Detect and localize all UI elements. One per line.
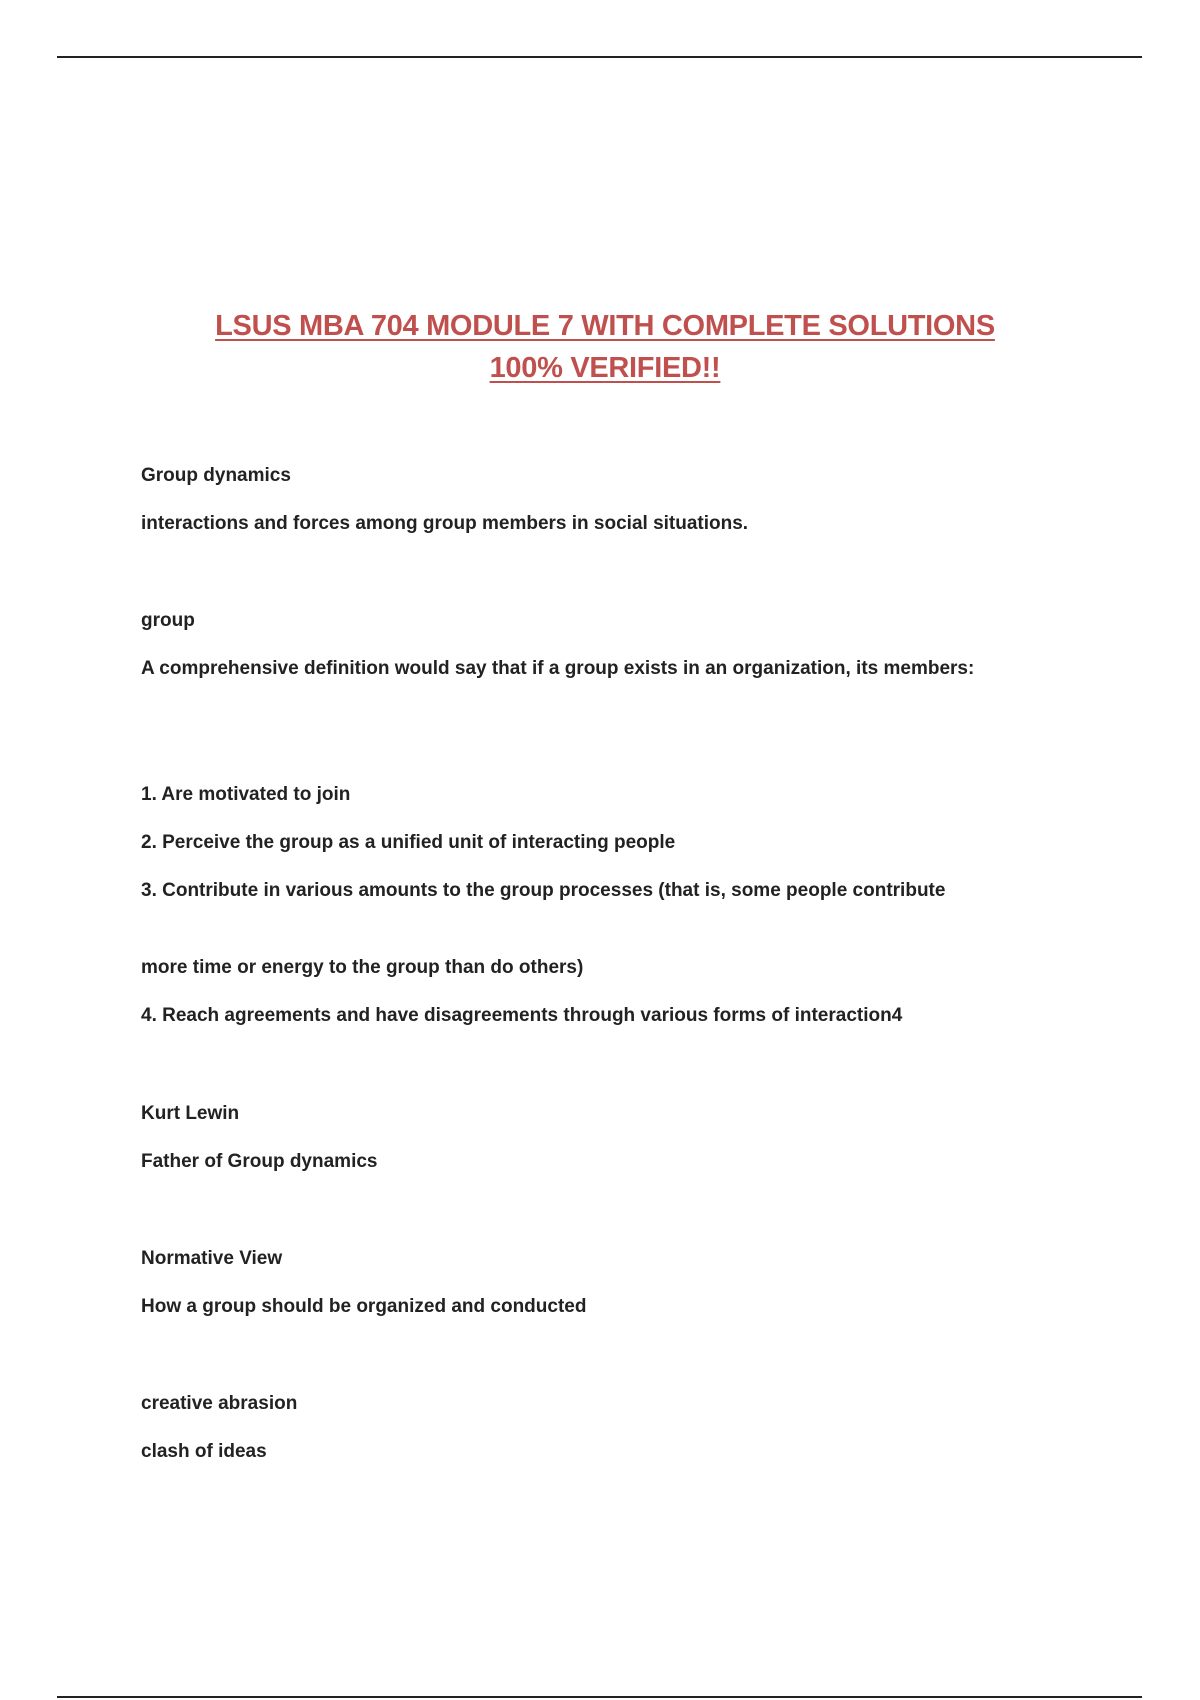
definition-creative-abrasion: clash of ideas	[141, 1441, 267, 1462]
definition-kurt-lewin: Father of Group dynamics	[141, 1151, 378, 1172]
term-group: group	[141, 610, 195, 631]
definition-group: A comprehensive definition would say that if a group exists in an organization, its members:	[141, 658, 975, 679]
term-creative-abrasion: creative abrasion	[141, 1393, 298, 1414]
term-normative-view: Normative View	[141, 1248, 283, 1269]
definition-normative-view: How a group should be organized and conducted	[141, 1296, 587, 1317]
title-line-1: LSUS MBA 704 MODULE 7 WITH COMPLETE SOLUTIONS	[215, 310, 995, 342]
list-item-1: 1. Are motivated to join	[141, 784, 351, 805]
list-item-3: 3. Contribute in various amounts to the group processes (that is, some people contribute	[141, 880, 946, 901]
top-rule	[57, 56, 1142, 58]
list-item-4: 4. Reach agreements and have disagreements through various forms of interaction4	[141, 1005, 903, 1026]
title-line-2: 100% VERIFIED!!	[489, 352, 721, 384]
list-item-2: 2. Perceive the group as a unified unit of interacting people	[141, 832, 676, 853]
bottom-rule	[57, 1696, 1142, 1698]
term-group-dynamics: Group dynamics	[141, 465, 291, 486]
document-title	[0, 305, 1200, 389]
definition-group-dynamics: interactions and forces among group members in social situations.	[141, 513, 749, 534]
term-kurt-lewin: Kurt Lewin	[141, 1103, 240, 1124]
list-item-3-continued: more time or energy to the group than do others)	[141, 957, 584, 978]
